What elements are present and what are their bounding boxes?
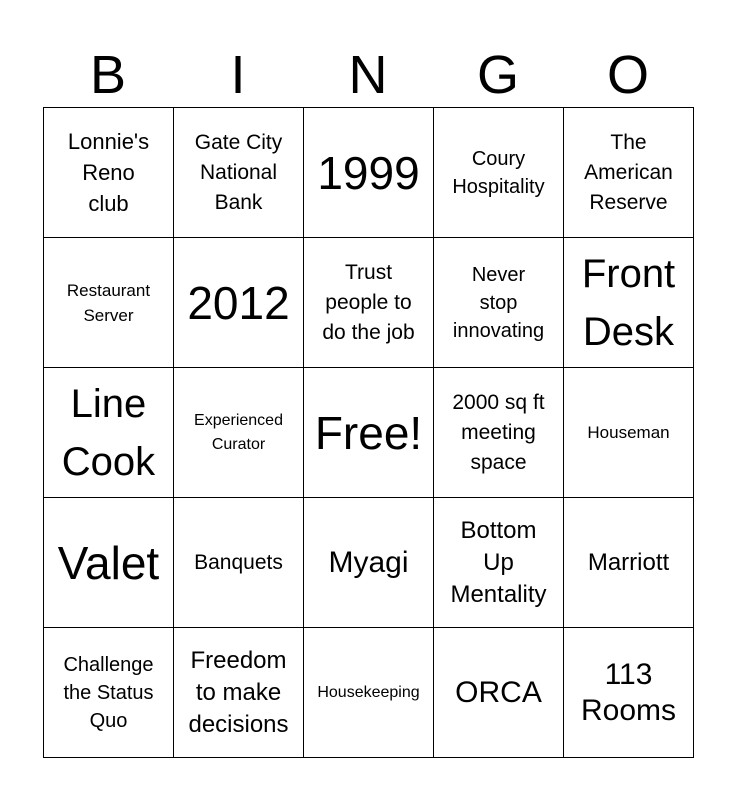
cell-text: Lonnie's Reno club [67,129,150,216]
free-space-cell[interactable] [304,368,434,498]
bingo-cell-r1c5[interactable] [564,108,694,238]
cell-text: Front Desk [581,251,676,354]
header-letter-g: G [476,45,519,105]
header-letter-o: O [606,45,649,105]
bingo-cell-r1c3[interactable] [304,108,434,238]
bingo-cell-r5c4[interactable] [434,628,564,758]
bingo-cell-r1c1[interactable] [44,108,174,238]
cell-text: 113 Rooms [580,657,677,727]
cell-text: Bottom Up Mentality [450,516,547,608]
header-letter-i: I [230,45,246,105]
cell-text: Myagi [328,545,409,579]
bingo-cell-r2c1[interactable] [44,238,174,368]
bingo-cell-r3c2[interactable] [174,368,304,498]
bingo-cell-r5c1[interactable] [44,628,174,758]
bingo-cell-r5c3[interactable] [304,628,434,758]
cell-text: Housekeeping [317,683,420,701]
cell-text: Gate City National Bank [194,130,283,214]
bingo-cell-r4c3[interactable] [304,498,434,628]
bingo-cell-r3c5[interactable] [564,368,694,498]
cell-text: 1999 [317,146,420,199]
bingo-cell-r1c2[interactable] [174,108,304,238]
bingo-cell-r2c4[interactable] [434,238,564,368]
bingo-cell-r2c3[interactable] [304,238,434,368]
bingo-cell-r1c4[interactable] [434,108,564,238]
cell-text: Freedom to make decisions [188,646,289,738]
bingo-cell-r5c2[interactable] [174,628,304,758]
cell-text: Restaurant Server [66,280,151,325]
cell-text: ORCA [455,675,542,709]
cell-text: Challenge the Status Quo [63,653,154,732]
bingo-cell-r4c2[interactable] [174,498,304,628]
bingo-board [43,107,694,758]
cell-text: Line Cook [61,381,156,484]
header-letter-n: N [348,45,388,105]
cell-text: Experienced Curator [194,411,283,453]
cell-text: Never stop innovating [452,263,545,342]
cell-text: Houseman [587,423,670,442]
cell-text: Valet [57,536,160,589]
cell-text: Coury Hospitality [452,147,545,198]
cell-text: 2012 [187,276,290,329]
free-space-text: Free! [314,406,423,459]
bingo-cell-r2c5[interactable] [564,238,694,368]
cell-text: Banquets [194,550,283,574]
bingo-cell-r4c5[interactable] [564,498,694,628]
bingo-cell-r3c1[interactable] [44,368,174,498]
bingo-cell-r5c5[interactable] [564,628,694,758]
cell-text: Marriott [587,548,670,576]
bingo-cell-r3c4[interactable] [434,368,564,498]
cell-text: 2000 sq ft meeting space [452,390,545,474]
cell-text: The American Reserve [584,130,673,214]
bingo-cell-r4c4[interactable] [434,498,564,628]
cell-text: Trust people to do the job [322,260,415,344]
header-letter-b: B [89,45,127,105]
bingo-header [43,42,693,108]
bingo-cell-r4c1[interactable] [44,498,174,628]
bingo-cell-r2c2[interactable] [174,238,304,368]
